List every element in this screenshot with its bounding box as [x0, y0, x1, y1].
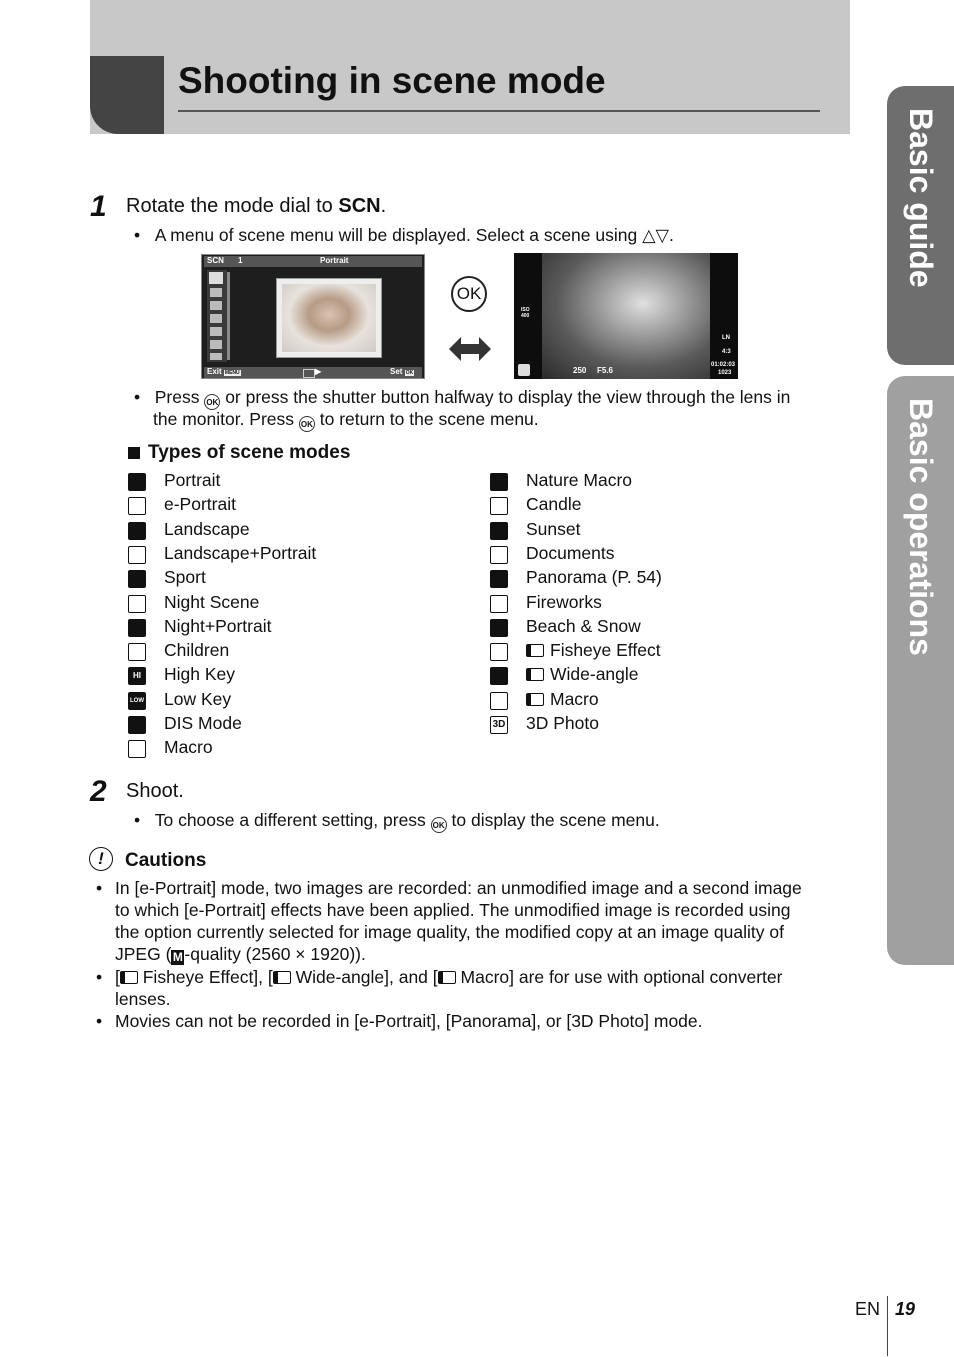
scene-mode-label: [526, 616, 641, 637]
scene-mode-label: [164, 519, 250, 540]
menu-mode-label: SCN: [207, 256, 224, 265]
set-text: Set: [390, 367, 403, 376]
scene-mode-label-text: Children: [164, 640, 230, 661]
exit-label: [207, 367, 241, 376]
candle-icon: [490, 497, 508, 515]
caution-2-line-2: lenses.: [115, 989, 171, 1009]
scene-mode-label: [526, 713, 599, 734]
title-rule: [178, 110, 820, 112]
scene-mode-label: [526, 494, 581, 515]
scene-mode-item: [128, 666, 458, 690]
macro-icon: [128, 740, 146, 758]
header-tab-block: [90, 56, 164, 134]
step-2-bullet: • To choose a different setting, press OK to display the scene menu.: [134, 809, 660, 833]
scene-icon-strip: [207, 270, 227, 362]
scene-mode-icon: [518, 364, 530, 376]
scene-mode-label-text: DIS Mode: [164, 713, 242, 733]
scene-mode-label-text: Nature Macro: [526, 470, 633, 490]
scene-mode-item: [128, 715, 458, 739]
scene-icon: [210, 288, 222, 297]
bullet-2-text-b: or press the shutter button halfway to display the view through the lens in: [220, 387, 791, 407]
aspect-icon: 4:3: [722, 349, 731, 355]
scene-mode-item: [490, 518, 820, 545]
scene-mode-item: [128, 642, 458, 666]
scene-mode-label: [164, 713, 242, 734]
scene-mode-item: [128, 472, 458, 496]
high-key-icon: HI: [128, 667, 146, 685]
3d-photo-icon: 3D: [490, 716, 508, 734]
scene-mode-label: [526, 592, 602, 613]
ok-button-icon: OK: [299, 416, 315, 432]
scene-mode-label: [526, 543, 615, 564]
scene-mode-label-text: Candle: [526, 494, 582, 515]
record-time: 01:02:03: [711, 362, 736, 368]
caution-2-c: Wide-angle], and [: [290, 967, 438, 987]
scene-mode-label-text: Wide-angle: [550, 664, 639, 685]
step-1-text-scn: SCN: [338, 195, 381, 217]
iso-label: ISO: [521, 307, 530, 313]
nature-macro-icon: [490, 473, 508, 491]
scene-mode-label: [526, 664, 639, 685]
caution-2-a: [: [115, 967, 120, 987]
portrait-preview: [276, 278, 382, 358]
documents-icon: [490, 546, 508, 564]
scene-mode-item: [128, 518, 458, 545]
scene-mode-item: [490, 569, 820, 593]
scene-mode-item: [490, 591, 820, 618]
scene-mode-label-text: Sport: [164, 567, 206, 588]
step-2-text: Shoot.: [126, 780, 184, 802]
scene-mode-label: [164, 664, 235, 685]
scene-mode-item: [128, 496, 458, 520]
caution-3-bullet: •: [96, 1011, 103, 1031]
scene-mode-item: [128, 591, 458, 618]
bullet-1-text: A menu of scene menu will be displayed. Select a scene using: [154, 225, 643, 245]
step-1-text-suffix: .: [380, 195, 387, 217]
scene-mode-label-text: Documents: [526, 542, 615, 563]
side-tab-basic-operations-label: Basic operations: [903, 398, 939, 656]
step-2-number: 2: [90, 775, 107, 808]
caution-3-line-1: Movies can not be recorded in [e-Portrait], [Panorama], or [3D Photo] mode.: [115, 1011, 703, 1031]
scene-mode-label: [164, 616, 271, 637]
selected-scene-icon: [209, 272, 223, 284]
low-key-icon: LOW: [128, 692, 146, 710]
beach-snow-icon: [490, 619, 508, 637]
scene-mode-label-text: Landscape+Portrait: [164, 542, 317, 563]
sport-icon: [128, 570, 146, 588]
scene-mode-label-text: High Key: [164, 664, 236, 685]
scene-mode-item: [490, 688, 820, 715]
converter-lens-icon: [526, 668, 544, 681]
double-arrow-icon: [449, 335, 491, 363]
e-portrait-icon: [128, 497, 146, 515]
step-1-number: 1: [90, 190, 107, 223]
children-icon: [128, 643, 146, 661]
bullet-2-text-d: to return to the scene menu.: [314, 409, 539, 429]
step-1-bullet-1: • A menu of scene menu will be displayed. Select a scene using △▽.: [134, 225, 674, 245]
scene-mode-label: [164, 592, 259, 613]
quality-m-icon: M: [172, 950, 183, 964]
scene-mode-label-text: Macro: [164, 737, 213, 758]
ok-key-icon: OK: [405, 370, 414, 376]
scene-mode-label-text: Low Key: [164, 688, 232, 709]
converter-macro-icon: [490, 692, 508, 710]
caution-1-line-1: In [e-Portrait] mode, two images are recorded: an unmodified image and a second image: [115, 878, 802, 898]
caution-1-line-4: [115, 943, 366, 965]
scene-mode-label-text: Landscape: [164, 518, 250, 539]
scene-mode-item: [128, 569, 458, 593]
sunset-icon: [490, 522, 508, 540]
scene-mode-label: [526, 640, 661, 661]
right-arrow-icon: ▶: [315, 367, 322, 376]
page-number: 19: [895, 1299, 916, 1319]
portrait-photo: [282, 284, 376, 352]
fireworks-icon: [490, 595, 508, 613]
ok-button-icon: OK: [451, 276, 487, 312]
caution-2-bullet: •: [96, 967, 103, 987]
converter-lens-icon: [438, 971, 456, 984]
bullet-1-suffix: .: [669, 225, 674, 245]
caution-1-line-3: the option currently selected for image quality, the modified copy at an image quality of: [115, 922, 784, 942]
scene-mode-label-text: e-Portrait: [164, 494, 236, 515]
scene-mode-item: [490, 472, 820, 496]
caution-2-d: Macro] are for use with optional converter: [455, 967, 783, 987]
footer-rule: [887, 1296, 888, 1356]
live-view-screen: [514, 253, 738, 379]
scene-mode-label: [164, 737, 213, 758]
scene-mode-item: [490, 496, 820, 520]
caution-1-line-2: to which [e-Portrait] effects have been applied. The unmodified image is recorded using: [115, 900, 791, 920]
scene-mode-label: [526, 519, 580, 540]
bullet-2-text-a: Press: [154, 387, 205, 407]
side-tab-basic-guide[interactable]: [887, 86, 954, 365]
caution-1-line-4b: -quality (2560 × 1920)).: [184, 944, 366, 964]
scene-mode-label: [164, 640, 229, 661]
exit-text: Exit: [207, 367, 222, 376]
scene-icon: [210, 327, 222, 336]
step-1-text-prefix: Rotate the mode dial to: [126, 195, 339, 217]
step-2-bullet-b: to display the scene menu.: [446, 810, 660, 830]
scene-menu-screen: [201, 254, 425, 379]
menu-scrollbar[interactable]: [227, 272, 230, 360]
scene-mode-item: [490, 615, 820, 642]
night-portrait-icon: [128, 619, 146, 637]
scene-mode-label-text: Sunset: [526, 518, 581, 539]
landscape-portrait-icon: [128, 546, 146, 564]
scene-mode-label-text: Night Scene: [164, 591, 260, 612]
scene-mode-label: [164, 470, 220, 491]
landscape-icon: [128, 522, 146, 540]
iso-readout: [521, 307, 530, 319]
scene-icon: [210, 301, 222, 310]
night-scene-icon: [128, 595, 146, 613]
scene-icon: [210, 314, 222, 323]
ok-button-icon: OK: [431, 817, 447, 833]
aperture-value: F5.6: [597, 366, 614, 375]
scene-mode-label-text: Fireworks: [526, 591, 602, 612]
scene-mode-label: [164, 543, 316, 564]
scene-mode-label: [164, 567, 206, 588]
side-tab-basic-guide-label: Basic guide: [903, 108, 939, 288]
scene-mode-label: [164, 689, 231, 710]
caution-icon: !: [89, 847, 113, 871]
scene-mode-label-text: Night+Portrait: [164, 615, 272, 636]
step-1-bullet-2-line-2: [153, 408, 539, 432]
scene-icon: [210, 353, 222, 360]
side-tab-basic-operations[interactable]: [887, 376, 954, 965]
shutter-speed: 250: [573, 366, 587, 375]
info-icon: [303, 369, 315, 378]
dis-mode-icon: [128, 716, 146, 734]
scene-mode-label: [526, 689, 599, 710]
step-2-bullet-a: To choose a different setting, press: [154, 810, 431, 830]
fisheye-icon: [490, 643, 508, 661]
live-view-photo: [542, 253, 710, 379]
scene-icon: [210, 340, 222, 349]
scene-mode-label-text: Beach & Snow: [526, 615, 641, 636]
footer-language: EN: [855, 1299, 881, 1319]
menu-page-number: 1: [238, 256, 243, 265]
scene-mode-item: [490, 666, 820, 690]
scene-mode-label: [526, 470, 632, 491]
scene-mode-item: [128, 688, 458, 715]
iso-value: 400: [521, 313, 530, 319]
menu-titlebar: [204, 256, 422, 267]
menu-scene-title: Portrait: [320, 256, 349, 265]
scene-mode-label-text: Panorama (P. 54): [526, 567, 662, 588]
converter-lens-icon: [273, 971, 291, 984]
up-down-arrows-icon: △▽: [642, 225, 670, 245]
scene-mode-item: [128, 739, 458, 763]
step-1-bullet-2: • Press OK or press the shutter button halfway to display the view through the lens in: [134, 386, 854, 410]
converter-lens-icon: [526, 644, 544, 657]
cautions-heading: Cautions: [125, 850, 207, 871]
scene-mode-label-text: 3D Photo: [526, 713, 599, 733]
scene-mode-item: [490, 542, 820, 569]
scene-mode-label-text: Fisheye Effect: [550, 640, 661, 661]
caution-1-bullet: •: [96, 878, 103, 898]
caution-2-line-1: [115, 966, 782, 988]
scene-mode-label-text: Macro: [550, 688, 599, 709]
scene-mode-label: [164, 494, 236, 515]
quality-icon: LN: [722, 335, 730, 341]
page-title: Shooting in scene mode: [178, 60, 606, 101]
scene-mode-label-text: Portrait: [164, 470, 221, 490]
panorama-icon: [490, 570, 508, 588]
types-heading: Types of scene modes: [148, 442, 351, 463]
caution-2-b: Fisheye Effect], [: [137, 967, 273, 987]
step-1-text: [126, 195, 386, 218]
heading-square-icon: [128, 447, 140, 459]
scene-mode-item: [128, 542, 458, 569]
converter-lens-icon: [120, 971, 138, 984]
converter-lens-icon: [526, 693, 544, 706]
wide-angle-icon: [490, 667, 508, 685]
scene-mode-item: [490, 715, 820, 739]
portrait-icon: [128, 473, 146, 491]
caution-1-line-4a: JPEG (: [115, 944, 172, 964]
scene-mode-item: [490, 642, 820, 666]
set-label: [390, 367, 414, 376]
bullet-2-text-c: the monitor. Press: [153, 409, 299, 429]
shots-remaining: 1023: [718, 370, 732, 376]
scene-mode-item: [128, 615, 458, 642]
ok-button-icon: OK: [204, 394, 220, 410]
menu-key-icon: MENU: [224, 370, 240, 376]
scene-mode-label: [526, 567, 662, 588]
